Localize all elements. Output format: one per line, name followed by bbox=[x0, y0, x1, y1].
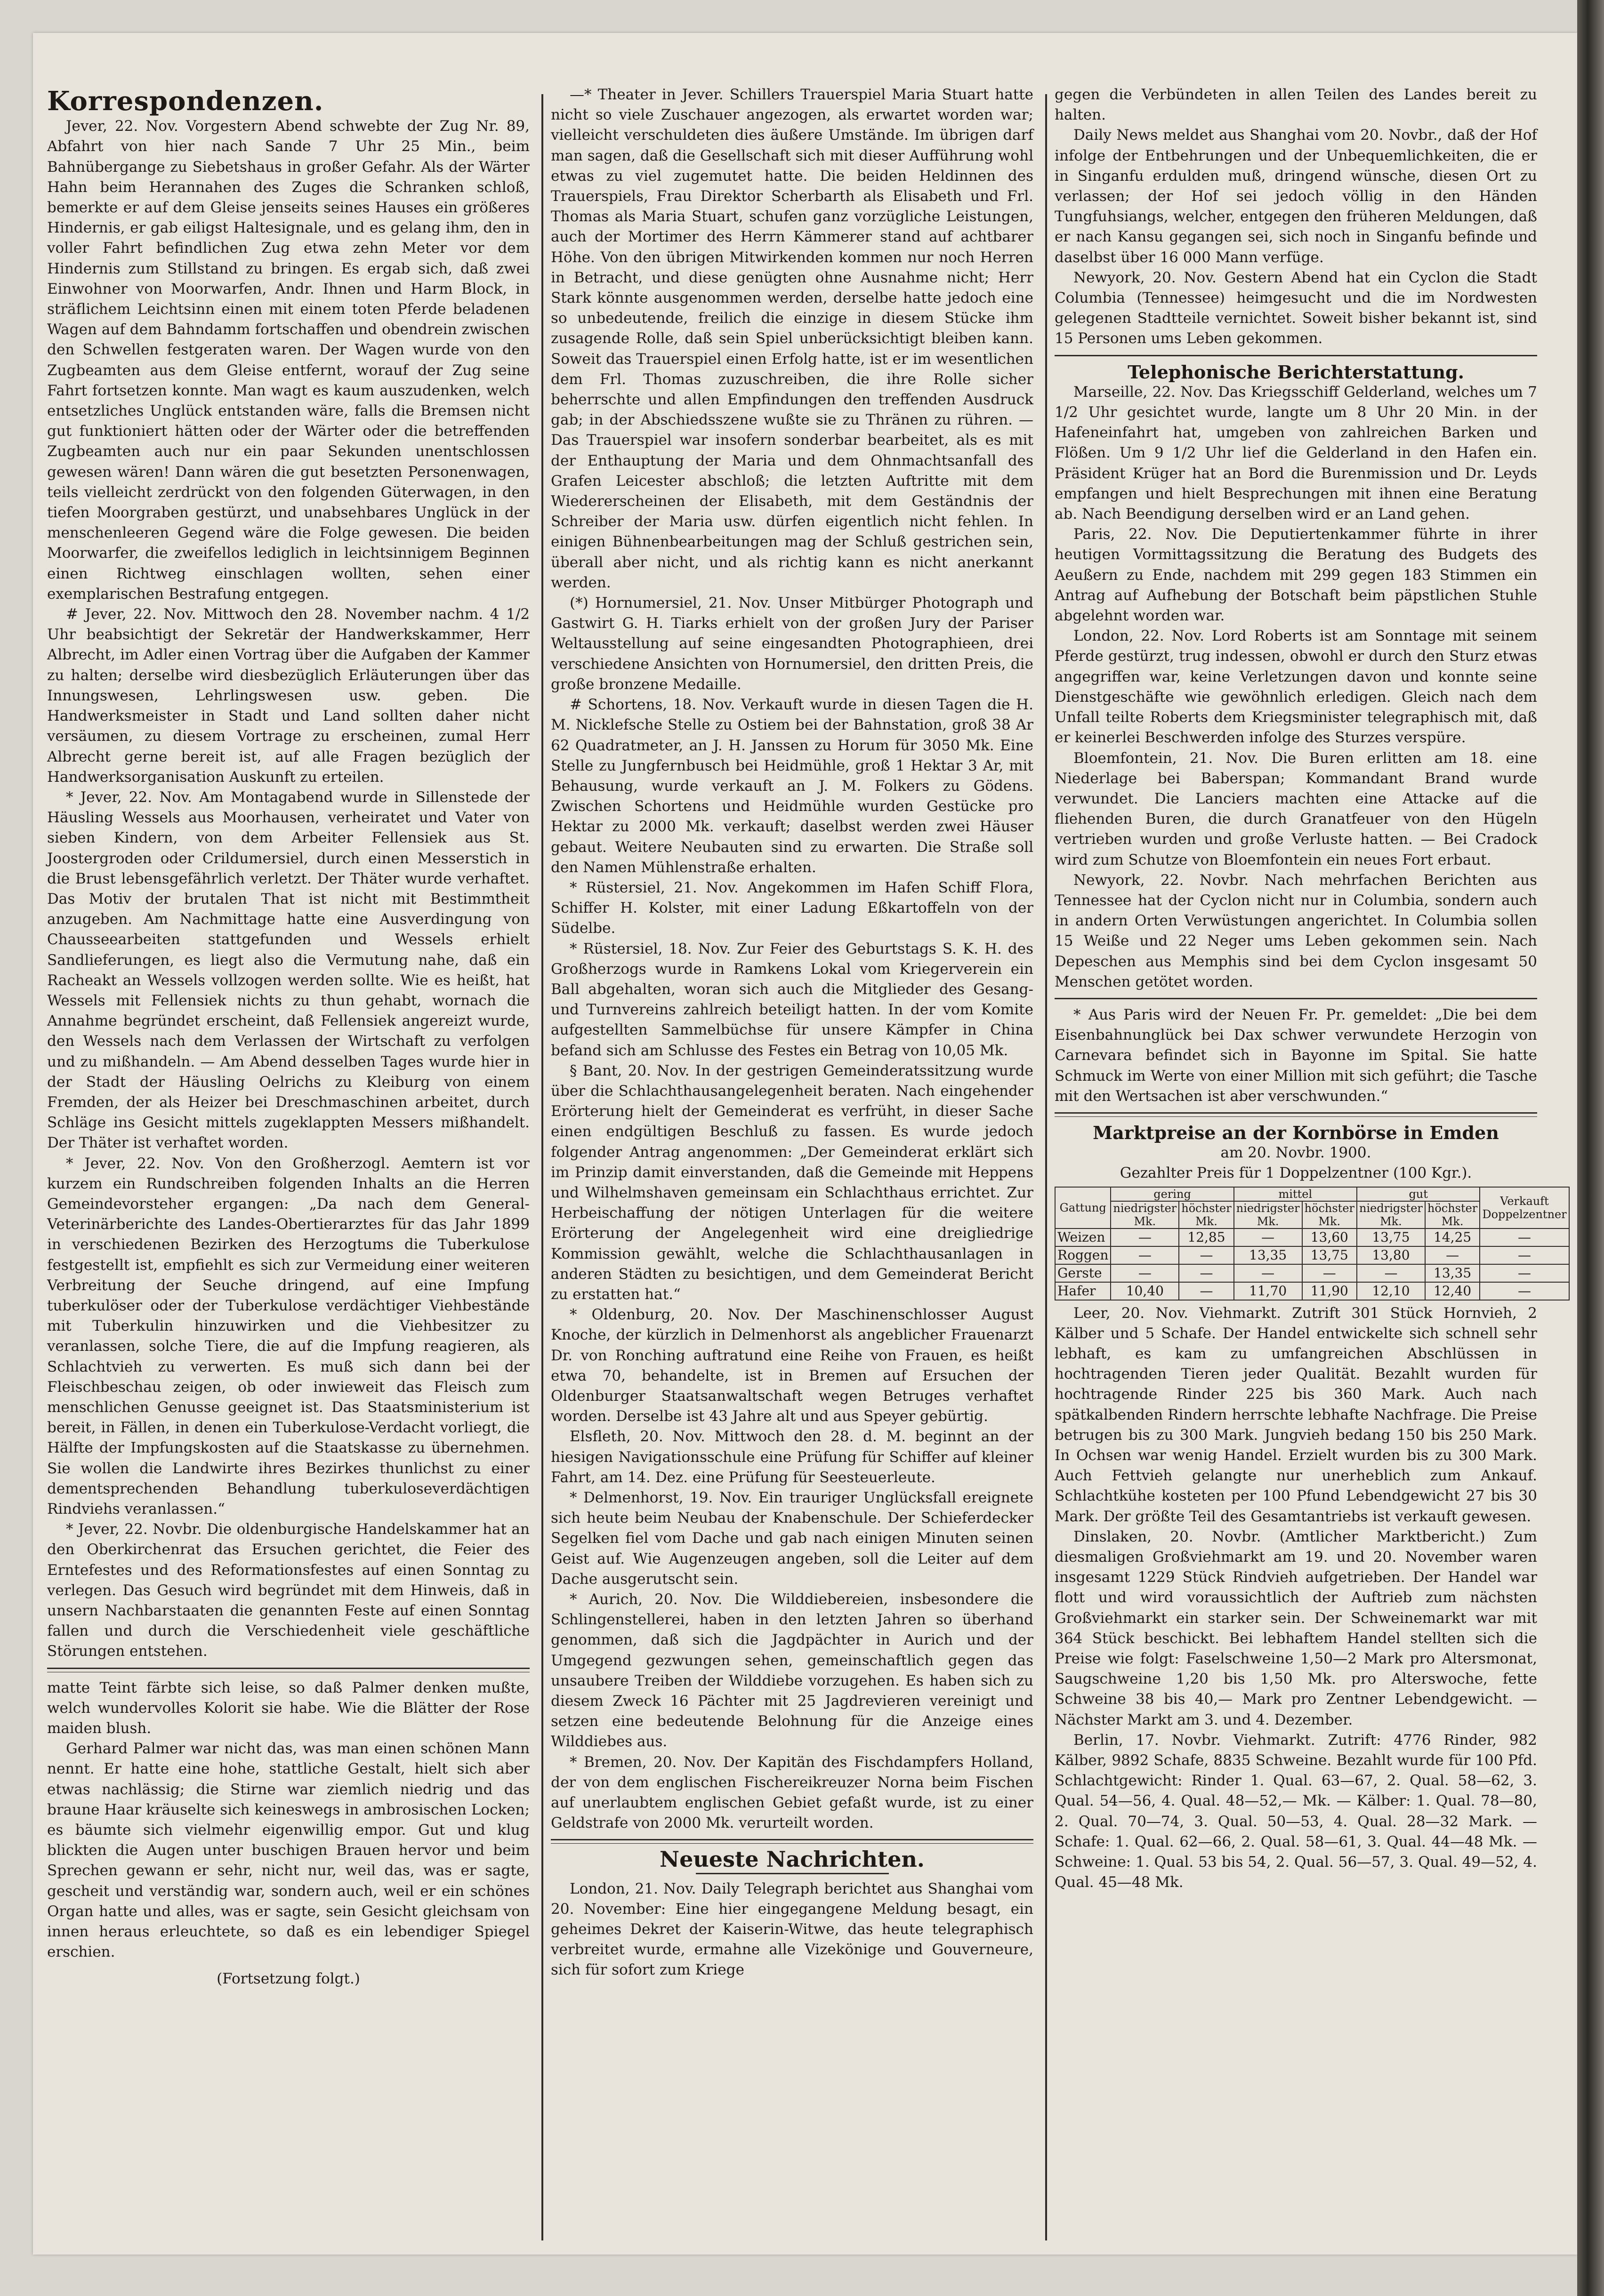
col-header: mittel bbox=[1234, 1187, 1357, 1201]
table-row: Weizen — 12,85 — 13,60 13,75 14,25 — bbox=[1055, 1228, 1569, 1246]
article: London, 22. Nov. Lord Roberts ist am Sonntage mit seinem Pferde gestürzt, trug indessen, obwohl er durch den Sturz etwas angegriffen war, keine Verletzungen davon und konnte seine Dienstgeschäfte wie gewöhnlich erledigen. Gleich nach dem Unfall teilte Roberts dem Kriegsminister telegraphisch mit, daß er keinerlei Beschwerden infolge des Sturzes verspüre. bbox=[1055, 627, 1537, 747]
feuilleton-text: Gerhard Palmer war nicht das, was man einen schönen Mann nennt. Er hatte eine hohe, stattliche Gestalt, hielt sich aber etwas nachlässig; die Stirne war ziemlich niedrig und das braune Haar kräuselte sich keineswegs in ambrosischen Locken; es bäumte sich vielmehr eigenwillig empor. Gut und klug blickten die Augen unter buschigen Brauen hervor und beim Sprechen gewann er sehr, nicht nur, weil das, was er sagte, gescheit und verständig war, sondern auch, weil er ein schönes Organ hatte und alles, was er sagte, sein Gesicht gleichsam von innen heraus erleuchtete, so daß es ein lebendiger Spiegel erschien. bbox=[47, 1740, 530, 1961]
divider bbox=[551, 1839, 1033, 1844]
col-subheader: niedrigster Mk. bbox=[1111, 1201, 1179, 1228]
section-heading: Korrespondenzen. bbox=[47, 86, 324, 117]
table-row: Roggen — — 13,35 13,75 13,80 — — bbox=[1055, 1246, 1569, 1264]
table-row: Hafer 10,40 — 11,70 11,90 12,10 12,40 — bbox=[1055, 1282, 1569, 1300]
newspaper-page bbox=[33, 33, 1577, 2255]
article: Marseille, 22. Nov. Das Kriegsschiff Gelderland, welches um 7 1/2 Uhr gesichtet wurde, langte um 8 Uhr 20 Min. in der Hafeneinfahrt hat, umgeben von zahlreichen Barken und Flößen. Um 9 1/2 Uhr lief die Gelderland in den Hafen ein. Präsident Krüger hat an Bord die Burenmission und Dr. Leyds empfangen und hielt Besprechungen mit ihnen eine Beratung ab. Nach Beendigung derselben wird er an Land gehen. bbox=[1055, 383, 1537, 523]
article: # Jever, 22. Nov. Mittwoch den 28. November nachm. 4 1/2 Uhr beabsichtigt der Sekretär der Handwerkskammer, Herr Albrecht, im Adler einen Vortrag über die Aufgaben der Kammer zu halten; derselbe wird diesbezüglich Erläuterungen über das Innungswesen, Lehrlingswesen usw. geben. Die Handwerksmeister in Stadt und Land sollten daher nicht versäumen, zu diesem Vortrage zu erscheinen, zumal Herr Albrecht gerne bereit ist, auf alle Fragen bezüglich der Handwerksorganisation Auskunft zu erteilen. bbox=[47, 606, 530, 786]
article: * Aurich, 20. Nov. Die Wilddiebereien, insbesondere die Schlingenstellerei, haben in den letzten Jahren so überhand genommen, daß sich die Jagdpächter in Aurich und der Umgegend gezwungen sehen, gemeinschaftlich gegen das unsaubere Treiben der Wilddiebe vorzugehen. Es haben sich zu diesem Zweck 16 Pächter mit 25 Jagdrevieren vereinigt und setzen eine bedeutende Belohnung für die Anzeige eines Wilddiebes aus. bbox=[551, 1591, 1033, 1750]
article: # Schortens, 18. Nov. Verkauft wurde in diesen Tagen die H. M. Nicklefsche Stelle zu Ostiem bei der Bahnstation, groß 38 Ar 62 Quadratmeter, an J. H. Janssen zu Horum für 3050 Mk. Eine Stelle zu Jungfernbusch bei Heidmühle, groß 1 Hektar 3 Ar, mit Behausung, wurde verkauft an J. M. Folkers zu Gödens. Zwischen Schortens und Heidmühle wurden Gestücke pro Hektar zu 2000 Mk. verkauft; daselbst werden zwei Häuser gebaut. Weitere Neubauten sind zu erwarten. Die Straße soll den Namen Mühlenstraße erhalten. bbox=[551, 696, 1033, 876]
market-price-table bbox=[1055, 1187, 1570, 1301]
article: * Delmenhorst, 19. Nov. Ein trauriger Unglücksfall ereignete sich heute beim Neubau der Knabenschule. Der Schieferdecker Segelken fiel vom Dache und gab nach einigen Minuten seinen Geist auf. Wie Augenzeugen angeben, soll die Leiter auf dem Dache ausgerutscht sein. bbox=[551, 1489, 1033, 1588]
col-header: gut bbox=[1357, 1187, 1480, 1201]
article: * Jever, 22. Novbr. Die oldenburgische Handelskammer hat an den Oberkirchenrat das Ersuchen gerichtet, die Feier des Erntefestes und des Reformationsfestes auf einen Sonntag zu verlegen. Das Gesuch wird begründet mit dem Hinweis, daß in unsern Nachbarstaaten die genannten Feste auf einen Sonntag fallen und durch die Verschiedenheit viele geschäftliche Störungen entstehen. bbox=[47, 1521, 530, 1660]
col-subheader: niedrigster Mk. bbox=[1234, 1201, 1302, 1228]
article: —* Theater in Jever. Schillers Trauerspiel Maria Stuart hatte nicht so viele Zuschauer angezogen, als erwartet worden war; vielleicht verschuldeten dies äußere Umstände. Im übrigen darf man sagen, daß die Gesellschaft sich mit dieser Aufführung wohl etwas zu viel zugemutet hatte. Die beiden Heldinnen des Trauerspiels, Frau Direktor Scherbarth als Elisabeth und Frl. Thomas als Maria Stuart, schufen ganz vorzügliche Leistungen, auch der Mortimer des Herrn Kämmerer stand auf achtbarer Höhe. Von den übrigen Mitwirkenden kommen nur noch Herren in Betracht, und diese genügten ohne Ausnahme nicht; Herr Stark könnte ausgenommen werden, derselbe hatte jedoch eine so unbedeutende, freilich die einzige in diesem Stücke ihm zusagende Rolle, daß sein Spiel unberücksichtigt bleiben kann. Soweit das Trauerspiel einen Erfolg hatte, ist er im wesentlichen dem Frl. Thomas zuzuschreiben, die ihre Rolle sicher beherrschte und allen Empfindungen den treffenden Ausdruck gab; in der Abschiedsszene wußte sie zu Thränen zu rühren. — Das Trauerspiel war insofern sonderbar bearbeitet, als es mit der Enthauptung der Maria und dem Ohnmachtsanfall des Grafen Leicester abschloß; die letzten Auftritte mit dem Wiedererscheinen der Elisabeth, mit dem Geständnis der Schreiber der Maria usw. dürfen eigentlich nicht fehlen. In einigen Bühnenbearbeitungen mag der Schluß gestrichen sein, überall aber nicht, und als richtig kann es nicht anerkannt werden. bbox=[551, 86, 1033, 591]
column-rule bbox=[1045, 94, 1047, 2240]
page-binding-edge bbox=[1577, 0, 1604, 2296]
column-2 bbox=[551, 85, 1033, 2231]
market-date: am 20. Novbr. 1900. bbox=[1220, 1144, 1371, 1162]
col-subheader: niedrigster Mk. bbox=[1357, 1201, 1425, 1228]
divider bbox=[1055, 355, 1537, 356]
telephone-heading: Telephonische Berichterstattung. bbox=[1128, 361, 1464, 383]
article: Jever, 22. Nov. Vorgestern Abend schwebte der Zug Nr. 89, Abfahrt von hier nach Sande 7 Uhr 25 Min., beim Bahnübergange zu Siebetshaus in großer Gefahr. Als der Wärter Hahn beim Herannahen des Zuges die Schranken schloß, bemerkte er auf dem Gleise jenseits seines Hauses ein größeres Hindernis, er gab eiligst Haltesignale, und es gelang ihm, den in voller Fahrt befindlichen Zug etwa zehn Meter vor dem Hindernis zum Stillstand zu bringen. Es ergab sich, daß zwei Einwohner von Moorwarfen, Andr. Ihnen und Harm Block, in sträflichem Leichtsinn einen mit einem toten Pferde beladenen Wagen auf dem Bahndamm fortschaffen und obendrein zwischen den Schwellen festgeraten waren. Der Wagen wurde von den Zugbeamten aus dem Gleise entfernt, worauf der Zug seine Fahrt fortsetzen konnte. Man wagt es kaum auszudenken, welch entsetzliches Unglück entstanden wäre, falls die Bremsen nicht gut funktioniert hätten oder der Wärter oder die betreffenden Zugbeamten auch nur ein paar Sekunden unentschlossen gewesen wären! Dann wären die gut besetzten Personenwagen, teils vielleicht zerdrückt von den folgenden Güterwagen, in den tiefen Moorgraben gestürzt, und unabsehbares Unglück in der menschenleeren Gegend wäre die Folge gewesen. Die beiden Moorwarfer, die zweifellos lediglich in leichtsinnigem Beginnen einen Richtweg einschlagen wollten, sehen einer exemplarischen Bestrafung entgegen. bbox=[47, 118, 530, 602]
news-heading: Neueste Nachrichten. bbox=[660, 1846, 925, 1872]
article: London, 21. Nov. Daily Telegraph berichtet aus Shanghai vom 20. November: Eine hier eingegangene Meldung besagt, ein geheimes Dekret der Kaiserin-Witwe, das heute telegraphisch verbreitet wurde, ermahne alle Vizekönige und Gouverneure, sich für sofort zum Kriege bbox=[551, 1880, 1033, 1979]
article: Bloemfontein, 21. Nov. Die Buren erlitten am 18. eine Niederlage bei Baberspan; Kommandant Brand wurde verwundet. Die Lanciers machten eine Attacke auf die fliehenden Buren, die durch Granatfeuer von den Hügeln vertrieben wurden und große Verluste hatten. — Bei Cradock wird zum Schutze von Bloemfontein ein neues Fort erbaut. bbox=[1055, 749, 1537, 868]
article: * Oldenburg, 20. Nov. Der Maschinenschlosser August Knoche, der kürzlich in Delmenhorst als angeblicher Frauenarzt Dr. von Ronching auftratund eine Reihe von Frauen, es heißt etwa 70, behandelte, ist in Bremen auf Ersuchen der Oldenburger Staatsanwaltschaft wegen Betruges verhaftet worden. Derselbe ist 43 Jahre alt und aus Speyer gebürtig. bbox=[551, 1306, 1033, 1425]
market-subheading: Gezahlter Preis für 1 Doppelzentner (100 Kgr.). bbox=[1120, 1164, 1472, 1182]
col-subheader: höchster Mk. bbox=[1425, 1201, 1480, 1228]
feuilleton-text: matte Teint färbte sich leise, so daß Palmer denken mußte, welch wundervolles Kolorit sie habe. Wie die Blätter der Rose maiden blush. bbox=[47, 1679, 530, 1737]
table-row: Gerste — — — — — 13,35 — bbox=[1055, 1264, 1569, 1282]
column-1 bbox=[47, 85, 530, 2231]
divider bbox=[1055, 1112, 1537, 1117]
column-rule bbox=[541, 94, 543, 2240]
article: § Bant, 20. Nov. In der gestrigen Gemeinderatssitzung wurde über die Schlachthausangelegenheit beraten. Nach eingehender Erörterung hielt der Gemeinderat es verfrüht, in dieser Sache einen endgültigen Beschluß zu fassen. Es wurde jedoch folgender Antrag angenommen: „Der Gemeinderat erklärt sich im Prinzip damit einverstanden, daß die Gemeinde mit Heppens und Wilhelmshaven gemeinsam ein Schlachthaus errichtet. Zur Herbeischaffung der nötigen Unterlagen für die weitere Erörterung der Angelegenheit wird eine dreigliedrige Kommission gewählt, welche die Schlachthausanlagen in anderen Städten zu besichtigen, und dem Gemeinderat Bericht zu erstatten hat.“ bbox=[551, 1062, 1033, 1303]
continuation-note: (Fortsetzung folgt.) bbox=[217, 1970, 360, 1988]
market-heading: Marktpreise an der Kornbörse in Emden bbox=[1093, 1122, 1499, 1143]
article: Newyork, 22. Novbr. Nach mehrfachen Berichten aus Tennessee hat der Cyclon nicht nur in Columbia, sondern auch in andern Orten Verwüstungen angerichtet. In Columbia sollen 15 Weiße und 22 Neger ums Leben gekommen sein. Nach Depeschen aus Memphis sind bei dem Cyclon insgesamt 50 Menschen getötet worden. bbox=[1055, 871, 1537, 990]
column-3 bbox=[1055, 85, 1567, 2231]
article: * Rüstersiel, 21. Nov. Angekommen im Hafen Schiff Flora, Schiffer H. Kolster, mit einer Ladung Eßkartoffeln von der Südelbe. bbox=[551, 879, 1033, 937]
col-header: gering bbox=[1111, 1187, 1233, 1201]
col-subheader: höchster Mk. bbox=[1302, 1201, 1357, 1228]
divider bbox=[47, 1668, 530, 1672]
article: Daily News meldet aus Shanghai vom 20. Novbr., daß der Hof infolge der Entbehrungen und der Unbequemlichkeiten, die er in Singanfu erdulden muß, dringend wünsche, diesen Ort zu verlassen; der Hof sei jedoch völlig in den Händen Tungfuhsiangs, welcher, entgegen den früheren Meldungen, daß er nach Kansu gegangen sei, sich noch in Singanfu befinde und daselbst über 16 000 Mann verfüge. bbox=[1055, 127, 1537, 266]
divider bbox=[1055, 998, 1537, 999]
article: Newyork, 20. Nov. Gestern Abend hat ein Cyclon die Stadt Columbia (Tennessee) heimgesucht und die im Nordwesten gelegenen Stadtteile vernichtet. Soweit bisher bekannt ist, sind 15 Personen ums Leben gekommen. bbox=[1055, 269, 1537, 347]
article: gegen die Verbündeten in allen Teilen des Landes bereit zu halten. bbox=[1055, 86, 1537, 124]
article: * Jever, 22. Nov. Von den Großherzogl. Aemtern ist vor kurzem ein Rundschreiben folgenden Inhalts an die Herren Gemeindevorsteher ergangen: „Da nach dem General-Veterinärberichte des Landes-Obertierarztes für das Jahr 1899 in verschiedenen Bezirken des Herzogtums die Tuberkulose festgestellt ist, empfiehlt es sich zur Vermeidung einer weiteren Verbreitung der Seuche dringend, auf eine Impfung tuberkulöser oder der Tuberkulose verdächtiger Viehbestände mit Tuberkulin hinzuwirken und die Viehbesitzer zu veranlassen, solche Tiere, die auf die Impfung reagieren, als Schlachtvieh zu verwerten. Es muß sich dann bei der Fleischbeschau zeigen, ob oder inwieweit das Fleisch zum menschlichen Genusse geeignet ist. Das Staatsministerium ist bereit, in Fällen, in denen ein Tuberkulose-Verdacht vorliegt, die Hälfte der Impfungskosten auf die Staatskasse zu übernehmen. Sie wollen die Landwirte ihres Bezirkes thunlichst zu einer dementsprechenden Behandlung tuberkuloseverdächtigen Rindviehs veranlassen.“ bbox=[47, 1155, 530, 1518]
article: Leer, 20. Nov. Viehmarkt. Zutrift 301 Stück Hornvieh, 2 Kälber und 5 Schafe. Der Handel entwickelte sich schnell sehr lebhaft, es kam zu umfangreichen Abschlüssen in hochtragenden Tieren jeder Qualität. Bezahlt wurden für hochtragende Rinder 225 bis 360 Mark. Auch nach spätkalbenden Rindern herrschte lebhafte Nachfrage. Die Preise betrugen bis zu 300 Mark. Jungvieh bedang 150 bis 250 Mark. In Ochsen war wenig Handel. Erzielt wurden bis zu 300 Mark. Auch Fettvieh gelangte nur unerheblich zum Ankauf. Schlachtkühe kosteten per 100 Pfund Lebendgewicht 27 bis 30 Mark. Der größte Teil des Gesamtantriebs ist verkauft gewesen. bbox=[1055, 1304, 1537, 1525]
article: * Rüstersiel, 18. Nov. Zur Feier des Geburtstags S. K. H. des Großherzogs wurde in Ramkens Lokal vom Kriegerverein ein Ball abgehalten, woran sich auch die Mitglieder des Gesang- und Turnvereins zahlreich beteiligt hatten. In der vom Komite aufgestellten Sammelbüchse für unsere Kämpfer in China befand sich am Schlusse des Festes ein Betrag von 10,05 Mk. bbox=[551, 940, 1033, 1059]
article: (*) Hornumersiel, 21. Nov. Unser Mitbürger Photograph und Gastwirt G. H. Tiarks erhielt von der großen Jury der Pariser Weltausstellung auf seine eingesandten Photographieen, drei verschiedene Ansichten von Hornumersiel, den dritten Preis, die große bronzene Medaille. bbox=[551, 594, 1033, 693]
article: * Bremen, 20. Nov. Der Kapitän des Fischdampfers Holland, der von dem englischen Fischereikreuzer Norna beim Fischen auf unerlaubtem englischen Gebiet gefaßt wurde, ist zu einer Geldstrafe von 2000 Mk. verurteilt worden. bbox=[551, 1753, 1033, 1832]
article: Dinslaken, 20. Novbr. (Amtlicher Marktbericht.) Zum diesmaligen Großviehmarkt am 19. und 20. November waren insgesamt 1229 Stück Rindvieh aufgetrieben. Der Handel war flott und wird voraussichtlich der Auftrieb zum nächsten Großviehmarkt ein starker sein. Der Schweinemarkt war mit 364 Stück beschickt. Bei lebhaftem Handel stellten sich die Preise wie folgt: Faselschweine 1,50—2 Mark pro Altersmonat, Saugschweine 1,20 bis 1,50 Mk. pro Alterswoche, fette Schweine 38 bis 40,— Mark pro Zentner Lebendgewicht. — Nächster Markt am 3. und 4. Dezember. bbox=[1055, 1528, 1537, 1728]
col-header: Gattung bbox=[1055, 1187, 1111, 1228]
article: * Aus Paris wird der Neuen Fr. Pr. gemeldet: „Die bei dem Eisenbahnunglück bei Dax schwer verwundete Herzogin von Carnevara befindet sich in Bayonne im Spital. Sie hatte Schmuck im Werte von einer Million mit sich geführt; die Tasche mit den Wertsachen ist aber verschwunden.“ bbox=[1055, 1006, 1537, 1105]
divider bbox=[696, 1873, 889, 1874]
article: Elsfleth, 20. Nov. Mittwoch den 28. d. M. beginnt an der hiesigen Navigationsschule eine Prüfung für Schiffer auf kleiner Fahrt, am 14. Dez. eine Prüfung für Seesteuerleute. bbox=[551, 1428, 1033, 1486]
article: * Jever, 22. Nov. Am Montagabend wurde in Sillenstede der Häusling Wessels aus Moorhausen, verheiratet und Vater von sieben Kindern, von dem Arbeiter Fellensiek aus St. Joostergroden oder Crildumersiel, durch einen Messerstich in die Brust lebensgefährlich verletzt. Der Thäter wurde verhaftet. Das Motiv der brutalen That ist nicht mit Bestimmtheit anzugeben. Am Nachmittage hatte eine Ausverdingung von Chausseearbeiten stattgefunden und Wessels erhielt Sandlieferungen, es liegt also die Vermutung nahe, daß ein Racheakt an Wessels vollzogen werden sollte. Wie es heißt, hat Wessels mit Fellensiek nichts zu thun gehabt, wornach die Annahme begründet erscheint, daß Fellensiek angereizt wurde, den Wessels nach dem Verlassen der Wirtschaft zu verfolgen und zu mißhandeln. — Am Abend desselben Tages wurde hier in der Stadt der Häusling Oelrichs zu Kleiburg von einem Fremden, der als Heizer bei Dreschmaschinen arbeitet, durch Schläge ins Gesicht mittels zugeklappten Messers mißhandelt. Der Thäter ist verhaftet worden. bbox=[47, 788, 530, 1152]
col-header: Verkauft Doppelzentner bbox=[1480, 1187, 1569, 1228]
article: Berlin, 17. Novbr. Viehmarkt. Zutrift: 4776 Rinder, 982 Kälber, 9892 Schafe, 8835 Schweine. Bezahlt wurde für 100 Pfd. Schlachtgewicht: Rinder 1. Qual. 63—67, 2. Qual. 58—62, 3. Qual. 54—56, 4. Qual. 48—52,— Mk. — Kälber: 1. Qual. 78—80, 2. Qual. 70—74, 3. Qual. 50—53, 4. Qual. 28—32 Mark. — Schafe: 1. Qual. 62—66, 2. Qual. 58—61, 3. Qual. 44—48 Mk. — Schweine: 1. Qual. 53 bis 54, 2. Qual. 56—57, 3. Qual. 49—52, 4. Qual. 45—48 Mk. bbox=[1055, 1731, 1537, 1891]
col-subheader: höchster Mk. bbox=[1179, 1201, 1233, 1228]
article: Paris, 22. Nov. Die Deputiertenkammer führte in ihrer heutigen Vormittagssitzung die Beratung des Budgets des Aeußern zu Ende, nachdem mit 299 gegen 183 Stimmen ein Antrag auf Aufhebung der Botschaft beim päpstlichen Stuhle abgelehnt worden war. bbox=[1055, 526, 1537, 625]
